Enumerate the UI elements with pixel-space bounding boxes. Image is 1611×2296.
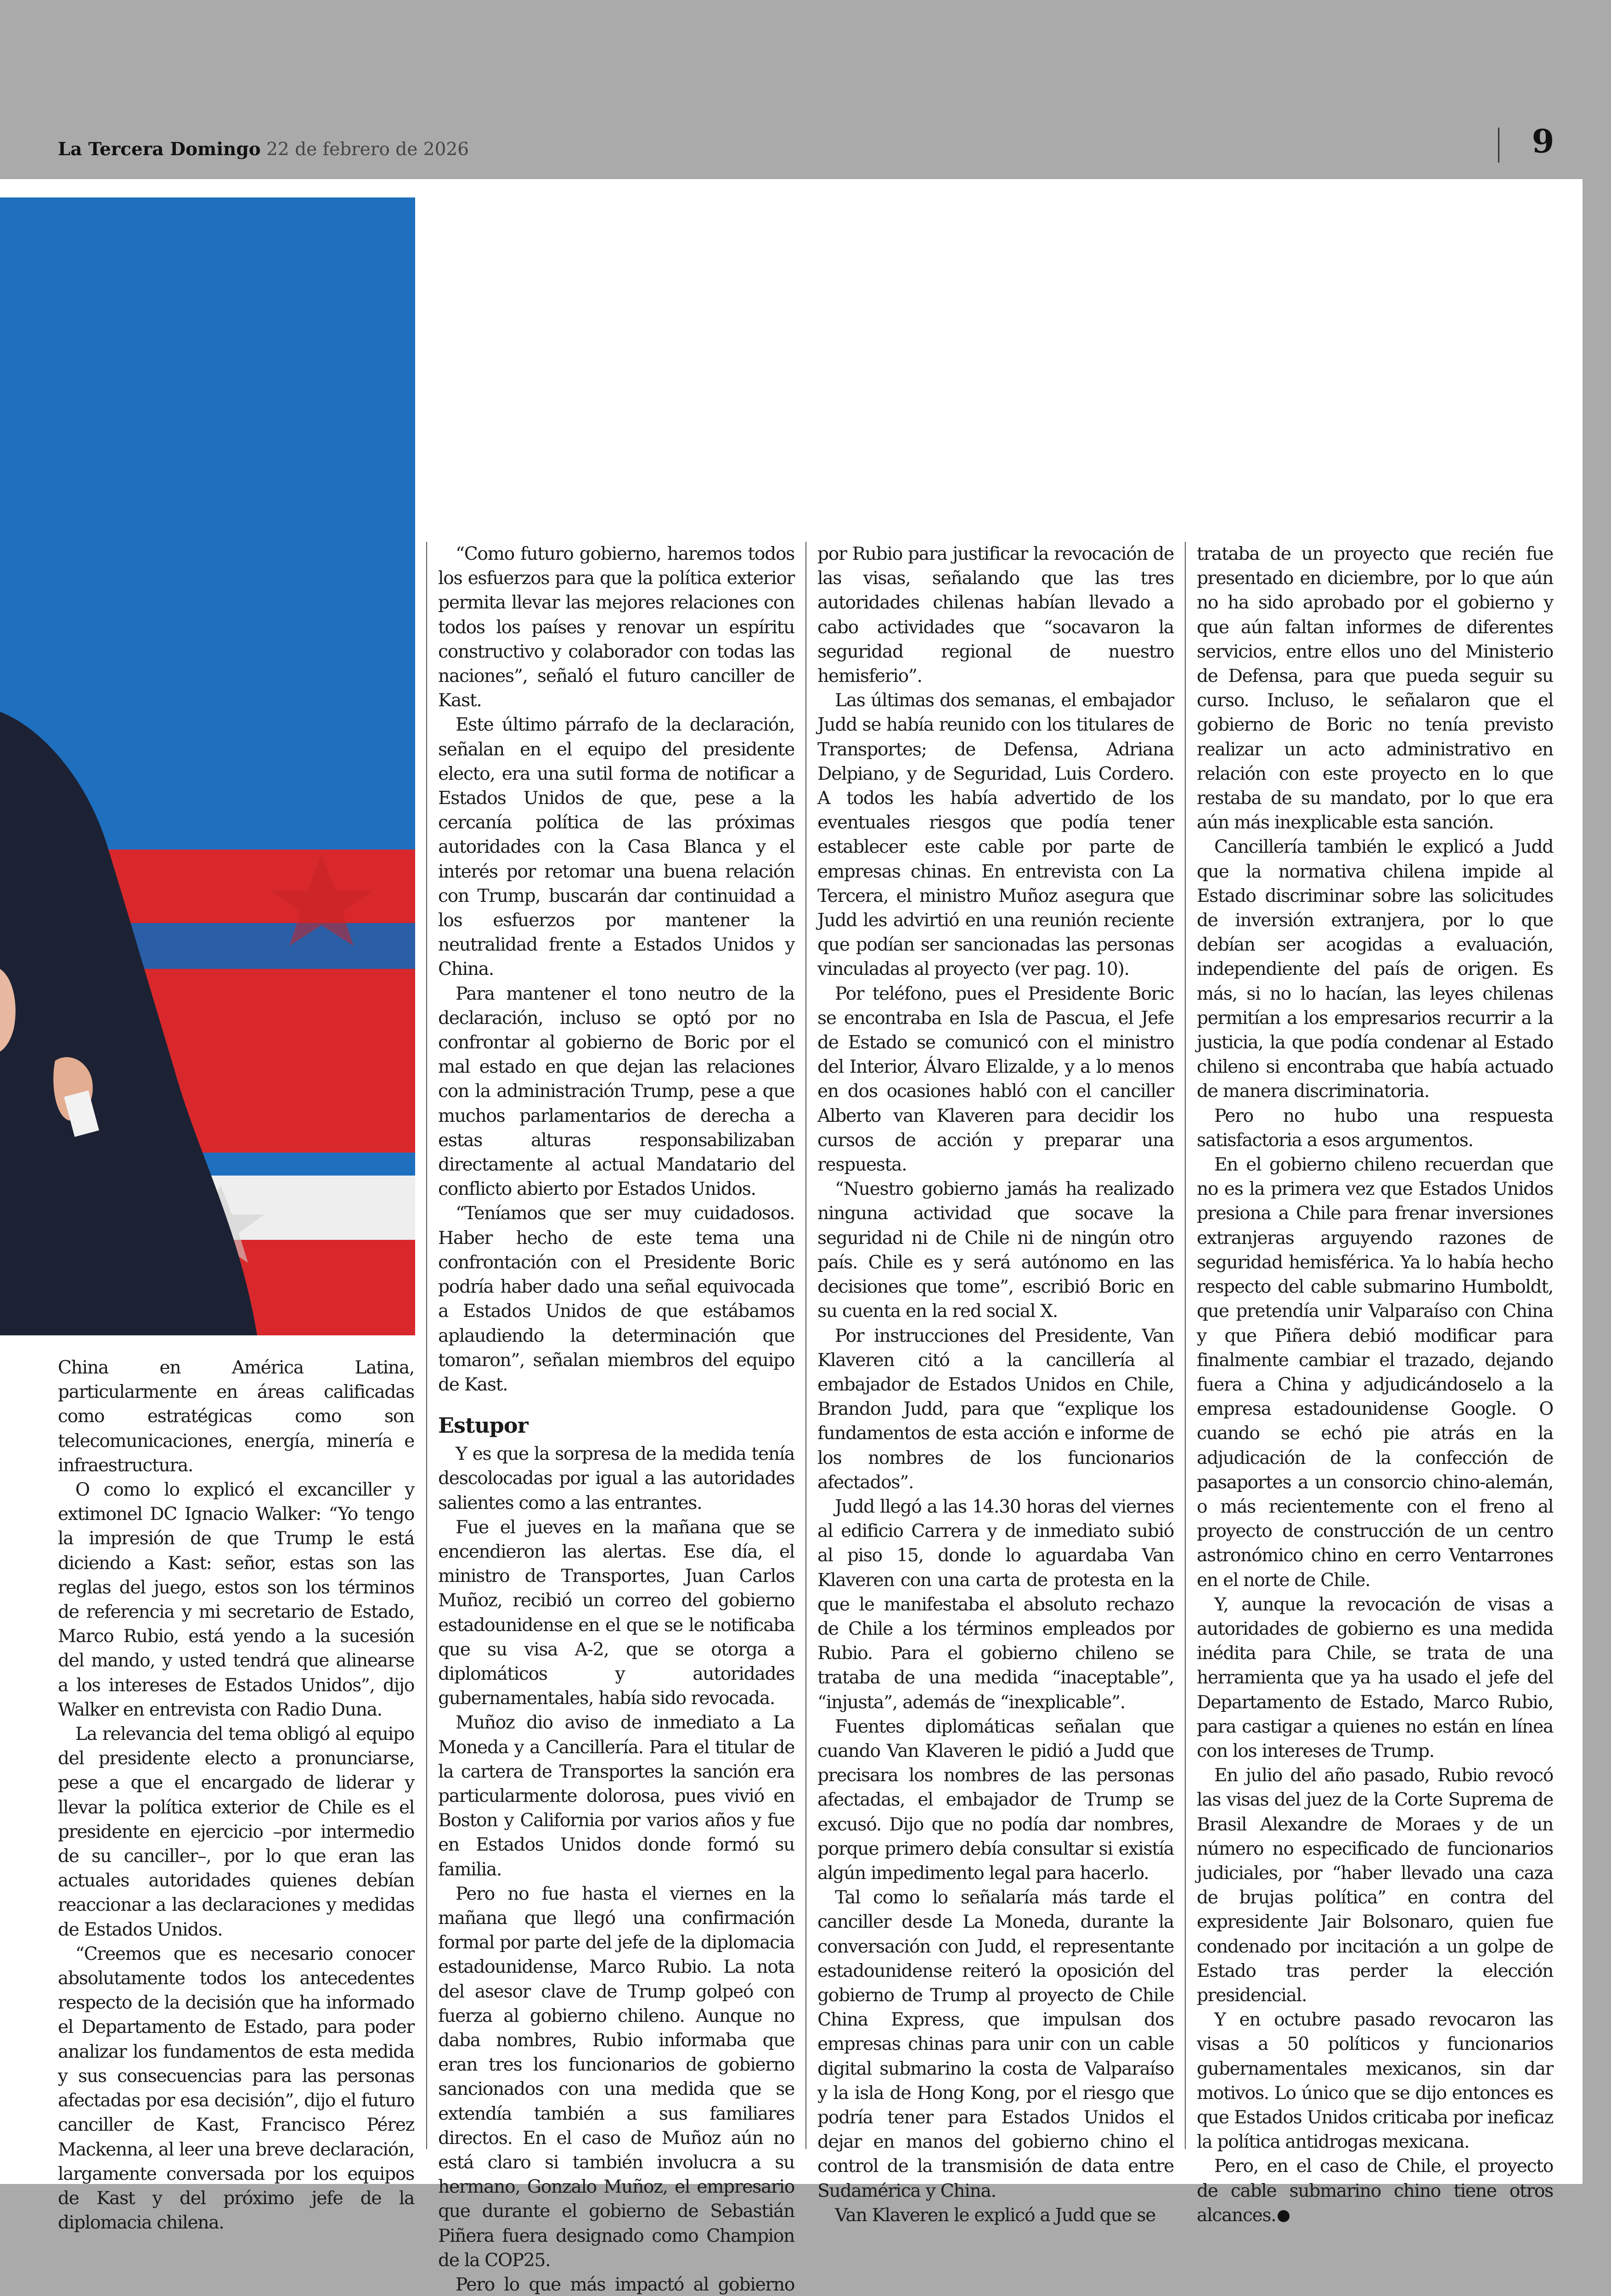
paragraph: Por teléfono, pues el Presidente Boric se encontraba en Isla de Pascua, el Jefe de Estado se comunicó con el ministro del Interior, Álvaro Elizalde, y a lo menos en dos ocasiones habló con el canciller Alberto van Klaveren para decidir los cursos de acción y preparar una respuesta. [817, 983, 1174, 1176]
paragraph: China en América Latina, particularmente en áreas calificadas como estratégicas como son telecomunicaciones, energía, minería e infraestructura. [58, 1357, 414, 1476]
paragraph: por Rubio para justificar la revocación de las visas, señalando que las tres autoridades chilenas habían llevado a cabo actividades que “socavaron la seguridad regional de nuestro hemisferio”. [817, 544, 1174, 687]
paragraph: En el gobierno chileno recuerdan que no es la primera vez que Estados Unidos presiona a Chile para frenar inversiones extranjeras arguyendo razones de seguridad hemisférica. Ya lo había hecho respecto del cable submarino Humboldt, que pretendía unir Valparaíso con China y que Piñera debió modificar para finalmente cambiar el trazado, dejando fuera a China y adjudicándoselo a la empresa estadounidense Google. O cuando se echó pie atrás en la adjudicación de la confección de pasaportes a un consorcio chino-alemán, o más recientemente con el freno al proyecto de construcción de un centro astronómico chino en cerro Ventarrones en el norte de Chile. [1197, 1154, 1553, 1591]
paragraph: Fue el jueves en la mañana que se encendieron las alertas. Ese día, el ministro de Transportes, Juan Carlos Muñoz, recibió un correo del gobierno estadounidense en el que se le notificaba que su visa A-2, que se otorga a diplomáticos y autoridades gubernamentales, había sido revocada. [438, 1517, 794, 1709]
paragraph [1197, 2154, 1553, 2228]
paragraph: Y es que la sorpresa de la medida tenía descolocadas por igual a las autoridades salientes como a las entrantes. [438, 1444, 794, 1514]
paragraph: Pero no fue hasta el viernes en la mañana que llegó una confirmación formal por parte del jefe de la diplomacia estadounidense, Marco Rubio. La nota del asesor clave de Trump golpeó con fuerza al gobierno chileno. Aunque no daba nombres, Rubio informaba que eran tres los funcionarios de gobierno sancionados con una medida que se extendía también a sus familiares directos. En el caso de Muñoz aún no está claro si también involucra a su hermano, Gonzalo Muñoz, el empresario que durante el gobierno de Sebastián Piñera fuera designado como Champion de la COP25. [438, 1883, 794, 2271]
paragraph: “Nuestro gobierno jamás ha realizado ninguna actividad que socave la seguridad ni de Chile ni de ningún otro país. Chile es y será autónomo en las decisiones que tome”, escribió Boric en su cuenta en la red social X. [817, 1179, 1174, 1322]
paragraph: Tal como lo señalaría más tarde el canciller desde La Moneda, durante la conversación con Judd, el representante estadounidense reiteró la oposición del gobierno de Trump al proyecto de Chile China Express, que impulsan dos empresas chinas para unir con un cable digital submarino la costa de Valparaíso y la isla de Hong Kong, por el riesgo que podría tener para Estados Unidos el dejar en manos del gobierno chino el control de la transmisión de data entre Sudamérica y China. [817, 1887, 1174, 2201]
paragraph: Muñoz dio aviso de inmediato a La Moneda y a Cancillería. Para el titular de la cartera de Transportes la sanción era particularmente dolorosa, pues vivió en Boston y California por varios años y fue en Estados Unidos donde formó su familia. [438, 1712, 794, 1880]
article-column-2 [438, 542, 794, 2296]
paragraph-text: Pero, en el caso de Chile, el proyecto de cable submarino chino tiene otros alcances. [1197, 2156, 1553, 2226]
paragraph: En julio del año pasado, Rubio revocó las visas del juez de la Corte Suprema de Brasil Alexandre de Moraes y de un número no especificado de funcionarios judiciales, por “haber llevado una caza de brujas política” en contra del expresidente Jair Bolsonaro, quien fue condenado por incitación a un golpe de Estado tras perder la elección presidencial. [1197, 1765, 1553, 2006]
folio-divider [1498, 128, 1499, 163]
paragraph: Fuentes diplomáticas señalan que cuando Van Klaveren le pidió a Judd que precisara los nombres de las personas afectadas, el embajador de Trump se excusó. Dijo que no podía dar nombres, porque primero debía consultar si existía algún impedimento legal para hacerlo. [817, 1716, 1174, 1884]
paragraph: Van Klaveren le explicó a Judd que se [835, 2205, 1156, 2226]
column-divider [426, 542, 427, 2149]
paragraph: “Teníamos que ser muy cuidadosos. Haber hecho de este tema una confrontación con el Presidente Boric podría haber dado una señal equivocada a Estados Unidos de que estábamos aplaudiendo la determinación que tomaron”, señalan miembros del equipo de Kast. [438, 1203, 794, 1395]
flag-backdrop-photo [0, 197, 415, 1335]
subheading: Estupor [438, 1413, 528, 1438]
paragraph: Las últimas dos semanas, el embajador Judd se había reunido con los titulares de Transportes; de Defensa, Adriana Delpiano, y de Seguridad, Luis Cordero. A todos les había advertido de los eventuales riesgos que podía tener establecer este cable por parte de empresas chinas. En entrevista con La Tercera, el ministro Muñoz asegura que Judd les advirtió en una reunión reciente que podían ser sancionadas las personas vinculadas al proyecto (ver pag. 10). [817, 690, 1174, 980]
paragraph: “Creemos que es necesario conocer absolutamente todos los antecedentes respecto de la decisión que ha informado el Departamento de Estado, para poder analizar los fundamentos de esta medida y sus consecuencias para las personas afectadas por esa decisión”, dijo el futuro canciller de Kast, Francisco Pérez Mackenna, al leer una breve declaración, largamente conversada por los equipos de Kast y del próximo jefe de la diplomacia chilena. [58, 1943, 414, 2234]
column-divider [1185, 542, 1186, 2149]
article-column-4 [1197, 542, 1553, 2228]
paragraph: Cancillería también le explicó a Judd que la normativa chilena impide al Estado discriminar sobre las solicitudes de inversión extranjera, por lo que debían ser acogidas a evaluación, independiente del país de origen. Es más, si no lo hacían, las leyes chilenas permitían a los empresarios recurrir a la justicia, la que podía condenar al Estado chileno si encontraba que había actuado de manera discriminatoria. [1197, 837, 1553, 1102]
paragraph: Por instrucciones del Presidente, Van Klaveren citó a la cancillería al embajador de Estados Unidos en Chile, Brandon Judd, para que “explique los fundamentos de esta acción e informe de los nombres de los funcionarios afectados”. [817, 1325, 1174, 1493]
page-number: 9 [1532, 122, 1555, 160]
paragraph: O como lo explicó el excanciller y extimonel DC Ignacio Walker: “Yo tengo la impresión de que Trump le está diciendo a Kast: señor, estas son las reglas del juego, estos son los términos de referencia y mi secretario de Estado, Marco Rubio, está yendo a la sucesión del mando, y usted tendrá que alinearse a los intereses de Estados Unidos”, dijo Walker en entrevista con Radio Duna. [58, 1480, 414, 1720]
paragraph: “Como futuro gobierno, haremos todos los esfuerzos para que la política exterior permita llevar las mejores relaciones con todos los países y renovar un espíritu constructivo y colaborador con todas las naciones”, señaló el futuro canciller de Kast. [438, 544, 794, 711]
paragraph: Pero lo que más impactó al gobierno [456, 2274, 794, 2296]
paragraph: Y, aunque la revocación de visas a autoridades de gobierno es una medida inédita para Chile, se trata de una herramienta que ya ha usado el jefe del Departamento de Estado, Marco Rubio, para castigar a quienes no están en línea con los intereses de Trump. [1197, 1594, 1553, 1761]
paragraph: La relevancia del tema obligó al equipo del presidente electo a pronunciarse, pese a que el encargado de liderar y llevar la política exterior de Chile es el presidente en ejercicio –por intermedio de su canciller–, por lo que eran las actuales autoridades quienes debían reaccionar a las declaraciones y medidas de Estados Unidos. [58, 1724, 414, 1940]
folio [58, 139, 469, 160]
article-column-1 [58, 1356, 414, 2235]
end-of-article-icon [1278, 2210, 1290, 2222]
article-column-3 [817, 542, 1174, 2228]
paragraph: trataba de un proyecto que recién fue presentado en diciembre, por lo que aún no ha sido aprobado por el gobierno y que aún faltan informes de diferentes servicios, entre ellos uno del Ministerio de Defensa, para que pueda seguir su curso. Incluso, le señalaron que el gobierno de Boric no tenía previsto realizar un acto administrativo en relación con este proyecto en lo que restaba de su mandato, por lo que era aún más inexplicable esta sanción. [1197, 544, 1553, 833]
publication-name: La Tercera Domingo [58, 139, 261, 160]
paragraph: Para mantener el tono neutro de la declaración, incluso se optó por no confrontar al gobierno de Boric por el mal estado en que dejan las relaciones con la administración Trump, pese a que muchos parlamentarios de derecha a estas alturas responsabilizaban directamente al actual Mandatario del conflicto abierto por Estados Unidos. [438, 983, 794, 1200]
paragraph: Judd llegó a las 14.30 horas del viernes al edificio Carrera y de inmediato subió al piso 15, donde lo aguardaba Van Klaveren con una carta de protesta en la que le manifestaba el absoluto rechazo de Chile a los términos empleados por Rubio. Para el gobierno chileno se trataba de una medida “inaceptable”, “injusta”, además de “inexplicable”. [817, 1496, 1174, 1713]
paragraph: Este último párrafo de la declaración, señalan en el equipo del presidente electo, era una sutil forma de notificar a Estados Unidos de que, pese a la cercanía política de las próximas autoridades con la Casa Blanca y el interés por retomar una buena relación con Trump, buscarán dar continuidad a los esfuerzos por mantener la neutralidad frente a Estados Unidos y China. [438, 715, 794, 980]
paragraph: Y en octubre pasado revocaron las visas a 50 políticos y funcionarios gubernamentales mexicanos, sin dar motivos. Lo único que se dijo entonces es que Estados Unidos criticaba por ineficaz la política antidrogas mexicana. [1197, 2009, 1553, 2153]
publication-date: 22 de febrero de 2026 [266, 139, 469, 160]
photo-illustration [0, 197, 415, 1335]
paragraph: Pero no hubo una respuesta satisfactoria a esos argumentos. [1197, 1105, 1553, 1151]
